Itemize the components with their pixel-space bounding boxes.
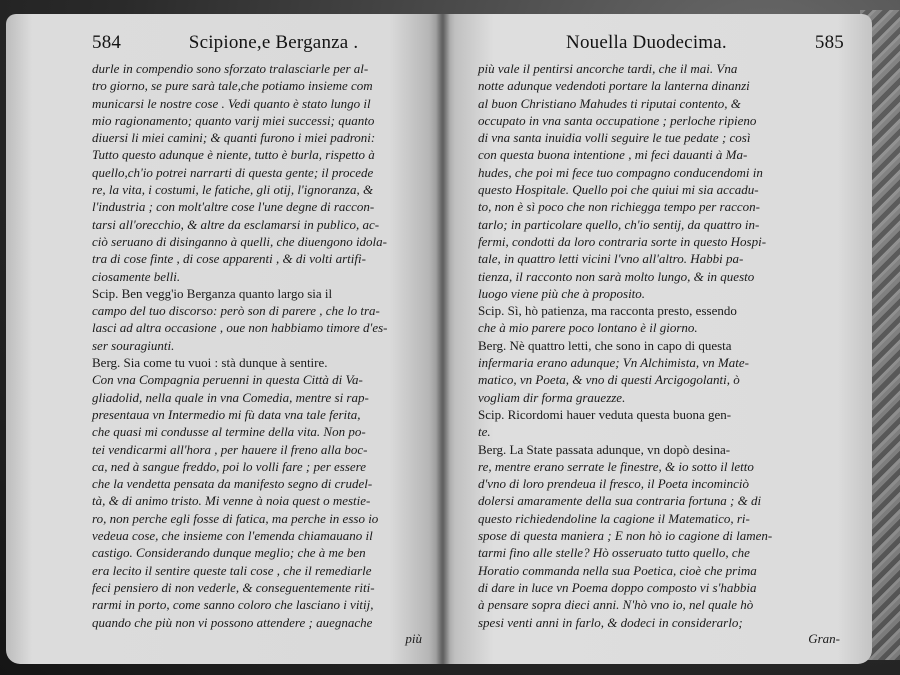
text-line: ca, ned à sangue freddo, poi lo volli fare ; per essere xyxy=(92,458,367,474)
text-line: presentaua vn Intermedio mi fù data vna tale ferita, xyxy=(92,406,361,422)
text-line: tarmi fino alle stelle? Hò osseruato tutto quello, che xyxy=(478,545,750,561)
text-line: dolersi amaramente della sua contraria fortuna ; & di xyxy=(478,493,762,509)
book-gutter xyxy=(436,14,450,664)
text-line: che quasi mi condusse al termine della vita. Non po- xyxy=(92,424,366,440)
text-line: re, la vita, i costumi, le fatiche, gli otij, l'ignoranza, & xyxy=(92,182,374,198)
text-line: gliadolid, nella quale in vna Comedia, mentre si rap- xyxy=(92,389,369,405)
text-line: vogliam dir forma grauezze. xyxy=(478,389,626,405)
text-line: ciosamente belli. xyxy=(92,268,181,284)
text-line: durle in compendio sono sforzato tralasciarle per al- xyxy=(92,61,369,76)
text-line: d'vno di loro prendeua il fresco, il Poeta incominciò xyxy=(478,476,750,492)
text-line: di vna santa inuidia volli seguire le tue pedate ; così xyxy=(478,130,751,146)
text-line: tienza, il racconto non sarà molto lungo, & in questo xyxy=(478,268,755,284)
text-line: vedeua cose, che insieme con l'emenda chiamauano il xyxy=(92,528,373,544)
catchword: Gran- xyxy=(808,630,840,646)
text-line: Berg. La State passata adunque, vn dopò desina- xyxy=(478,441,731,457)
text-line: spose di questa maniera ; E non hò io cagione di lamen- xyxy=(478,528,773,544)
text-line: notte adunque vedendoti portare la lanterna dinanzi xyxy=(478,78,750,94)
left-page-header xyxy=(92,32,426,58)
text-line: l'industria ; con molt'altre cose l'une degne di raccon- xyxy=(92,199,375,215)
text-line: Berg. Nè quattro letti, che sono in capo di questa xyxy=(478,337,732,353)
text-line: tarlo; in particolare quello, ch'io sentij, da quattro in- xyxy=(478,216,760,232)
text-line: tei vendicarmi all'hora , per hauere il freno alla boc- xyxy=(92,441,368,457)
text-line: questo Hospitale. Quello poi che quiui mi sia accadu- xyxy=(478,182,759,198)
text-line: Scip. Sì, hò patienza, ma racconta presto, essendo xyxy=(478,303,737,319)
text-line: lasci ad altra occasione , oue non habbiamo timore d'es- xyxy=(92,320,388,336)
text-line: più vale il pentirsi ancorche tardi, che il mai. Vna xyxy=(478,61,738,76)
text-line: luogo viene più che à proposito. xyxy=(478,285,646,301)
text-line: tra di cose finte , di cose apparenti , & di volti artifi- xyxy=(92,251,366,267)
text-line: con questa buona intentione , mi feci dauanti à Ma- xyxy=(478,147,748,163)
text-line: te. xyxy=(478,424,491,440)
text-line: tale, in quattro letti vicini l'vno all'altro. Habbi pa- xyxy=(478,251,744,267)
text-line: tarsi all'orecchio, & altre da esclamarsi in publico, ac- xyxy=(92,216,380,232)
text-line: che à mio parere poco lontano è il giorno. xyxy=(478,320,698,336)
text-line: ciò seruano di disinganno à quelli, che diuengono idola- xyxy=(92,233,387,249)
right-page-text xyxy=(478,60,844,631)
text-line: al buon Christiano Mahudes ti riputai contento, & xyxy=(478,95,741,111)
text-line: Berg. Sia come tu vuoi : stà dunque à sentire. xyxy=(92,355,328,371)
text-line: tà, & di animo tristo. Mi venne à noia quest o mestie- xyxy=(92,493,371,509)
page-number: 585 xyxy=(814,32,844,53)
text-line: tro giorno, se pure sarà tale,che potiamo insieme com xyxy=(92,78,373,94)
text-line: era lecito il sentire queste tali cose , che il remediarle xyxy=(92,562,372,578)
left-page xyxy=(6,14,442,664)
text-line: Con vna Compagnia peruenni in questa Città di Va- xyxy=(92,372,363,388)
running-head: Scipione,e Berganza . xyxy=(188,32,359,53)
text-line: rarmi in porto, come sanno coloro che lasciano i vitij, xyxy=(92,597,374,613)
text-line: di dare in luce vn Poema doppo composto vi s'habbia xyxy=(478,579,757,595)
text-line: Scip. Ricordomi hauer veduta questa buona gen- xyxy=(478,406,732,422)
left-page-text xyxy=(92,60,426,631)
right-page xyxy=(442,14,872,664)
text-line: à pensare sopra dieci anni. N'hò vno io, nel quale hò xyxy=(478,597,754,613)
text-line: castigo. Considerando dunque meglio; che à me ben xyxy=(92,545,366,561)
text-line: Horatio commanda nella sua Poetica, cioè che prima xyxy=(478,562,757,578)
text-line: questo richiedendoline la cagione il Matematico, ri- xyxy=(478,510,750,526)
text-line: occupato in vna santa occupatione ; perloche ripieno xyxy=(478,112,757,128)
text-line: hudes, che poi mi fece tuo compagno conducendomi in xyxy=(478,164,763,180)
text-line: fermi, condotti da loro contraria sorte in questo Hospi- xyxy=(478,233,767,249)
open-book xyxy=(6,14,872,664)
text-line: ro, non perche egli fosse di fatica, ma perche in esso io xyxy=(92,510,379,526)
text-line: mio ragionamento; quanto varij miei successi; quanto xyxy=(92,112,375,128)
text-line: feci pensiero di non vederle, & conseguentemente riti- xyxy=(92,579,375,595)
text-line: re, mentre erano serrate le finestre, & io sotto il letto xyxy=(478,458,754,474)
text-line: ser souragiunti. xyxy=(92,337,175,353)
page-number: 584 xyxy=(92,32,122,53)
text-line: Tutto questo adunque è niente, tutto è burla, rispetto à xyxy=(92,147,375,163)
text-line: quando che più non vi possono attendere ; auegnache xyxy=(92,614,373,630)
text-line: quello,ch'io potrei narrarti di questa gente; il procede xyxy=(92,164,374,180)
text-line: che la vendetta pensata da manifesto segno di crudel- xyxy=(92,476,373,492)
text-line: to, non è sì poco che non richiegga tempo per raccon- xyxy=(478,199,760,215)
text-line: Scip. Ben vegg'io Berganza quanto largo sia il xyxy=(92,285,333,301)
running-head: Nouella Duodecima. xyxy=(566,32,727,53)
right-page-header xyxy=(478,32,844,58)
text-line: infermaria erano adunque; Vn Alchimista, vn Mate- xyxy=(478,355,749,371)
text-line: campo del tuo discorso: però son di parere , che lo tra- xyxy=(92,303,380,319)
catchword: più xyxy=(405,630,422,646)
text-line: diuersi li miei camini; & quanti furono i miei padroni: xyxy=(92,130,376,146)
text-line: municarsi le nostre cose . Vedi quanto è stato lungo il xyxy=(92,95,371,111)
text-line: spesi venti anni in farlo, & dodeci in considerarlo; xyxy=(478,614,743,630)
text-line: matico, vn Poeta, & vno di questi Arcigogolanti, ò xyxy=(478,372,740,388)
